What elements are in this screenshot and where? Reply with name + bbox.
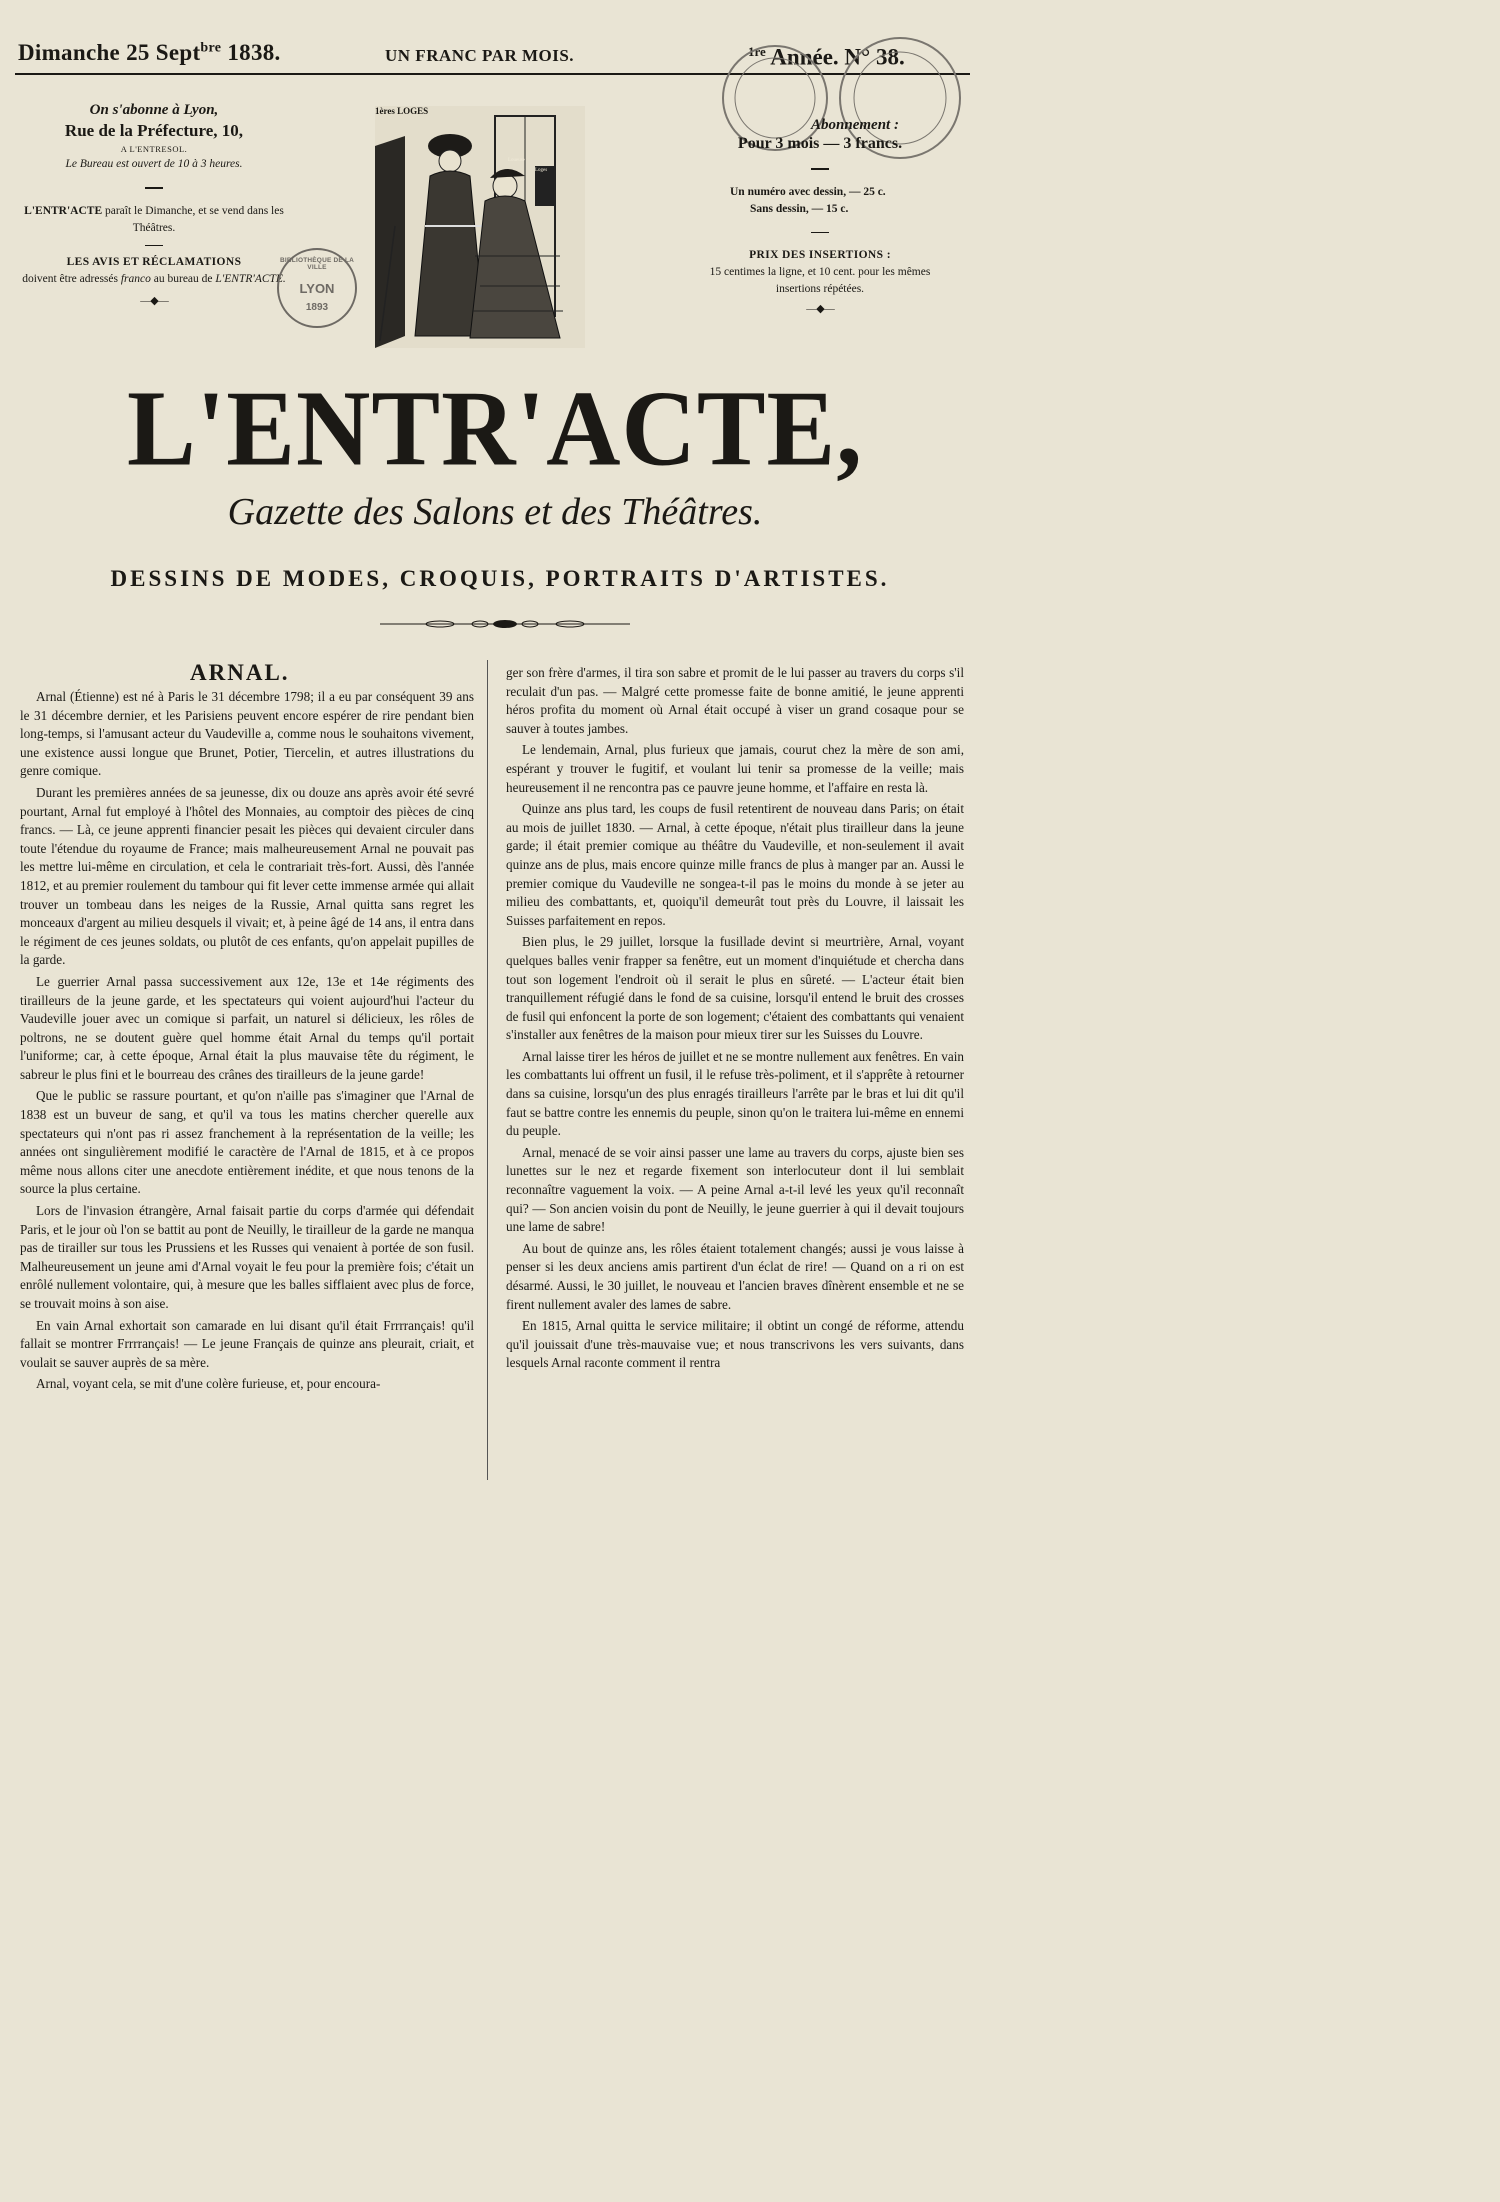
column-rule [487, 660, 488, 1480]
ornament: —◆— [140, 295, 168, 307]
illustration-caption: 1ères LOGES [375, 106, 429, 116]
paragraph: Le lendemain, Arnal, plus furieux que jamais, courut chez la mère de son ami, espérant y trouver le fugitif, et voulant lui tenir sa promesse de la veille; mais heureusement il ne rencontra pas ce pauvre jeune homme, et l'affaire en resta là. [506, 742, 964, 795]
paragraph: Le guerrier Arnal passa successivement aux 12e, 13e et 14e régiments des tirailleurs de la jeune garde, et les spectateurs qui voient aujourd'hui l'acteur du Vaudeville jouer avec un comique si parfait, un naturel si délicieux, les rôles de poltrons, ne se doutent guère quel homme était Arnal du temps qu'il portait l'uniforme; car, à cette époque, Arnal était la plus mauvaise tête du régiment, le sabreur le plus fini et le bourreau des crânes des tirailleurs de la jeune garde! [20, 973, 474, 1082]
paragraph: Durant les premières années de sa jeunesse, dix ou douze ans après avoir été sevré pourtant, Arnal fut employé à l'hôtel des Monnaies, au comptoir des pièces de cinq francs. — Là, ce jeune apprenti financier pesait les pièces qui devaient circuler dans toute l'étendue du royaume de France; mais malheureusement Arnal ne pouvait pas les mettre lui-même en circulation, et cela le contrariait très-fort. Aussi, dès l'année 1812, et au premier roulement du tambour qui fit lever cette immense armée qui allait trouver un tombeau dans les neiges de la Russie, Arnal quitta sans regret les monceaux d'argent au milieu desquels il vivait; et, à peine âgé de 14 ans, il entra dans le régiment de ces jeunes soldats, ou plutôt de ces enfants, qu'on appelait pupilles de la garde. [20, 784, 474, 968]
fashion-drawing [375, 106, 585, 348]
paragraph: Arnal (Étienne) est né à Paris le 31 décembre 1798; il a eu par conséquent 39 ans le 31 décembre dernier, et les Parisiens peuvent encore espérer de rire pendant bien long-temps, si l'amusant acteur du Vaudeville a, comme nous le souhaitons vivement, une existence aussi longue que Brunet, Potier, Tiercelin, et autres illustrations du genre comique. [20, 689, 474, 779]
insertions-title: PRIX DES INSERTIONS : [749, 249, 891, 261]
subscription-price: UN FRANC PAR MOIS. [385, 46, 575, 65]
newspaper-title: L'ENTR'ACTE, [126, 369, 864, 489]
article-column-2 [506, 664, 964, 1376]
paragraph: Lors de l'invasion étrangère, Arnal faisait partie du corps d'armée qui défendait Paris, et le jour où l'on se battit au pont de Neuilly, le tirailleur de la garde ne manqua pas de tirailler sur tous les Prussiens et les Russes qui venaient à portée de son fusil. Malheureusement un jeune ami d'Arnal voyait le feu pour la première fois; c'était un enrôlé nullement volontaire, qui, à mesure que les balles sifflaient avec plus de force, se trouvait moins à son aise. [20, 1203, 474, 1311]
newspaper-strapline: DESSINS DE MODES, CROQUIS, PORTRAITS D'ARTISTES. [110, 566, 890, 591]
ornamental-rule [380, 618, 630, 630]
issue-number: $^{1re}$ Année. N° 38. [748, 44, 905, 70]
paragraph: En 1815, Arnal quitta le service militaire; il obtint un congé de réforme, attendu qu'il jouissait d'une très-mauvaise vue; et nous transcrivons les vers suivants, dans lesquels Arnal raconte comment il rentra [506, 1318, 964, 1371]
paragraph: Au bout de quinze ans, les rôles étaient totalement changés; aussi je vous laisse à penser si les deux anciens amis partirent d'un éclat de rire! — Quand on a ri on est désarmé. Aussi, le 30 juillet, le nouveau et l'ancien braves dînèrent ensemble et ne se firent nullement avaler des lames de sabre. [506, 1240, 964, 1312]
subscribe-line: On s'abonne à Lyon, [89, 102, 219, 118]
paragraph: Arnal laisse tirer les héros de juillet et ne se montre nullement aux fenêtres. En vain les combattants lui offrent un fusil, il le refuse très-poliment, et il s'apprête à retourner dans sa cuisine, lorsqu'un des plus enragés tirailleurs l'arrête par le bras et lui dit qu'il faut se battre contre les ennemis du peuple, sinon qu'on le traitera lui-même en ennemi du peuple. [506, 1048, 964, 1139]
office-address: Rue de la Préfecture, 10, [64, 121, 244, 140]
office-floor: A L'ENTRESOL. [120, 144, 188, 154]
publication-note: L'ENTR'ACTE paraît le Dimanche, et se vend dans les Théâtres. [24, 204, 284, 234]
paragraph: Bien plus, le 29 juillet, lorsque la fusillade devint si meurtrière, Arnal, voyant quelques balles venir frapper sa fenêtre, eut un moment d'inquiétude et chercha dans tout son logement l'endroit où il serait le plus en sûreté. — L'acteur était bien tranquillement réfugié dans le fond de sa cuisine, lorsqu'il entend le bruit des crosses de fusil qui enfoncent la porte de son logement; c'étaient des combattants qui venaient s'installer aux fenêtres de la maison pour mieux tirer sur les Suisses du Louvre. [506, 934, 964, 1043]
right-info [690, 116, 950, 315]
article-column-1 [20, 688, 474, 1397]
divider [145, 187, 163, 189]
divider [811, 232, 829, 234]
paragraph: Arnal, voyant cela, se mit d'une colère furieuse, et, pour encoura- [36, 1376, 381, 1392]
newspaper-subtitle: Gazette des Salons et des Théâtres. [227, 491, 763, 533]
divider [145, 245, 163, 247]
fashion-illustration [375, 106, 585, 348]
box-sign-2: Loges [535, 168, 548, 173]
box-sign: Loueuse [508, 158, 525, 163]
subscription-terms: Pour 3 mois — 3 francs. [737, 135, 903, 152]
library-stamp: BIBLIOTHÈQUE DE LA VILLE LYON 1893 [277, 248, 357, 328]
notices-text: doivent être adressés franco au bureau de L'ENTR'ACTE. [22, 273, 286, 285]
office-hours: Le Bureau est ouvert de 10 à 3 heures. [65, 158, 243, 170]
price-with-drawing: Un numéro avec dessin, — 25 c. [730, 185, 886, 198]
paragraph: En vain Arnal exhortait son camarade en lui disant qu'il était Frrrrançais! qu'il fallait se montrer Frrrrançais! — Le jeune Français de quinze ans pleurait, criait, et voulait se sauver auprès de sa mère. [20, 1317, 474, 1370]
paragraph: Que le public se rassure pourtant, et qu'on n'aille pas s'imaginer que l'Arnal de 1838 est un buveur de sang, et qu'il va tous les matins chercher querelle aux spectateurs qui n'ont pas ri assez franchement à la représentation de la veille; les années ont singulièrement modifié le caractère de l'Arnal de 1815, et à ce propos même nous allons citer une anecdote entièrement inédite, et que nous tenons de la source la plus certaine. [20, 1088, 474, 1197]
paragraph: ger son frère d'armes, il tira son sabre et promit de le lui passer au travers du corps s'il reculait d'un pas. — Malgré cette promesse faite de bonne amitié, le jeune apprenti héros profita du moment où Arnal était occupé à viser un grand cosaque pour se sauver à toutes jambes. [506, 665, 964, 736]
article-title: ARNAL. [190, 660, 290, 685]
left-info [20, 100, 288, 307]
subscription-label: Abonnement : [811, 117, 899, 133]
ornament: —◆— [806, 303, 834, 315]
notices-title: LES AVIS ET RÉCLAMATIONS [66, 256, 242, 268]
insertions-text: 15 centimes la ligne, et 10 cent. pour les mêmes insertions répétées. [709, 266, 931, 295]
paragraph: Quinze ans plus tard, les coups de fusil retentirent de nouveau dans Paris; on était au mois de juillet 1830. — Arnal, à cette époque, n'était plus tirailleur dans la jeune garde; il était premier comique au théâtre du Vaudeville, et non-seulement il avait quinze ans de plus, mais encore quinze mille francs de plus à manger par an. Aussi le premier comique du Vaudeville ne songea-t-il pas le moins du monde à se jeter au milieu des combattants, et, quoiqu'il demeurât tout près du Louvre, il laissait les Suisses parfaitement en repos. [506, 801, 964, 928]
issue-date: Dimanche 25 Sept$^{bre}$ 1838. [18, 40, 281, 65]
price-without-drawing: Sans dessin, — 15 c. [750, 202, 849, 215]
divider [811, 168, 829, 170]
paragraph: Arnal, menacé de se voir ainsi passer une lame au travers du corps, ajuste bien ses lunettes sur le nez et regarde fixement son interlocuteur dont il lui semblait reconnaître vaguement la voix. — A peine Arnal a-t-il levé les yeux qu'il reconnaît qui? — Son ancien voisin du pont de Neuilly, le jeune guerrier à qui il devait toujours une lame de sabre! [506, 1144, 964, 1235]
